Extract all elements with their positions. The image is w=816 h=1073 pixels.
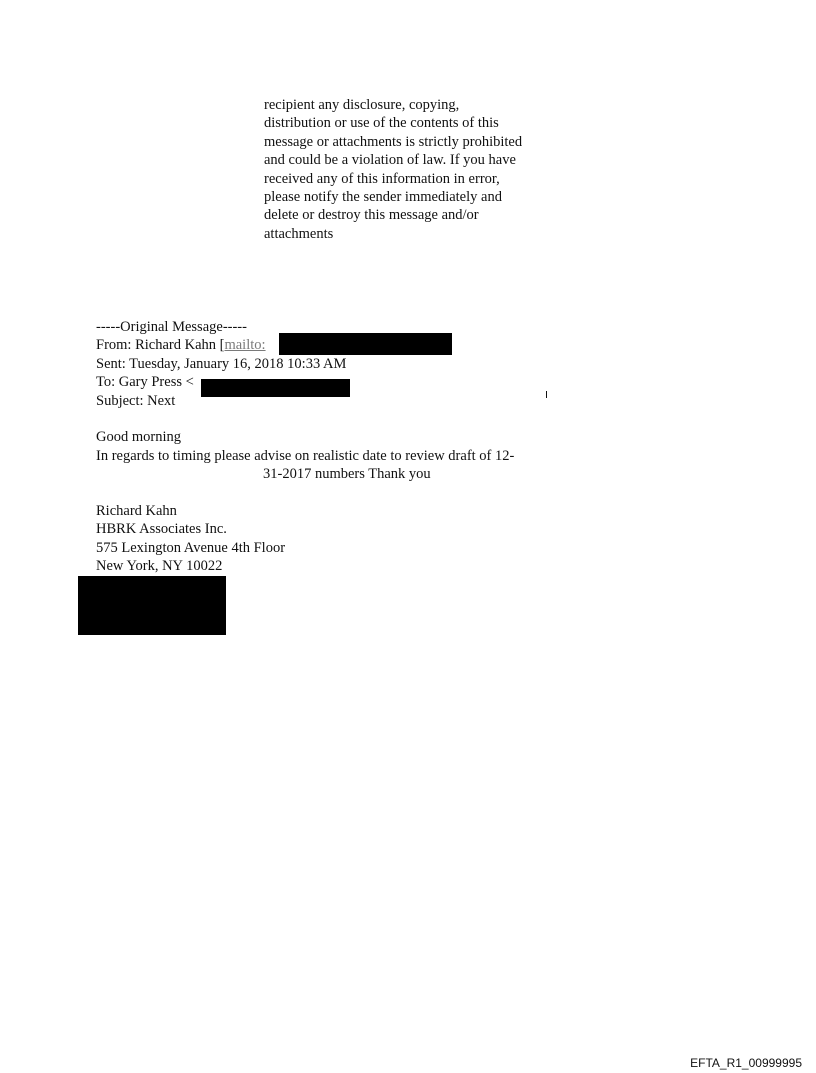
original-message-header: -----Original Message----- xyxy=(96,319,247,335)
redaction-signature-block xyxy=(78,576,226,635)
disclaimer-line: distribution or use of the contents of this xyxy=(264,115,499,132)
document-id: EFTA_R1_00999995 xyxy=(690,1056,802,1070)
subject-line: Subject: Next xyxy=(96,392,176,409)
redaction-email-from xyxy=(279,333,452,355)
signature-name: Richard Kahn xyxy=(96,502,177,519)
from-label: From: Richard Kahn [ xyxy=(96,337,225,354)
body-line-continued: 31-2017 numbers Thank you xyxy=(263,466,431,483)
sent-line: Sent: Tuesday, January 16, 2018 10:33 AM xyxy=(96,355,347,372)
disclaimer-line: attachments xyxy=(264,225,334,242)
stray-mark xyxy=(546,391,547,398)
greeting: Good morning xyxy=(96,429,181,446)
signature-address-city: New York, NY 10022 xyxy=(96,558,223,575)
disclaimer-line: received any of this information in error, xyxy=(264,170,500,187)
original-message xyxy=(96,318,576,575)
disclaimer-line: and could be a violation of law. If you have xyxy=(264,152,516,169)
redaction-email-to xyxy=(201,379,350,397)
signature-company: HBRK Associates Inc. xyxy=(96,521,227,538)
confidentiality-disclaimer xyxy=(264,96,564,243)
disclaimer-line: message or attachments is strictly prohibited xyxy=(264,133,523,150)
disclaimer-line: recipient any disclosure, copying, xyxy=(264,97,460,113)
mailto-link[interactable]: mailto: xyxy=(224,337,266,354)
body-line: In regards to timing please advise on realistic date to review draft of 12- xyxy=(96,447,515,464)
to-line: To: Gary Press < xyxy=(96,374,194,391)
disclaimer-line: please notify the sender immediately and xyxy=(264,189,502,206)
signature-address-street: 575 Lexington Avenue 4th Floor xyxy=(96,539,286,556)
disclaimer-line: delete or destroy this message and/or xyxy=(264,207,479,224)
